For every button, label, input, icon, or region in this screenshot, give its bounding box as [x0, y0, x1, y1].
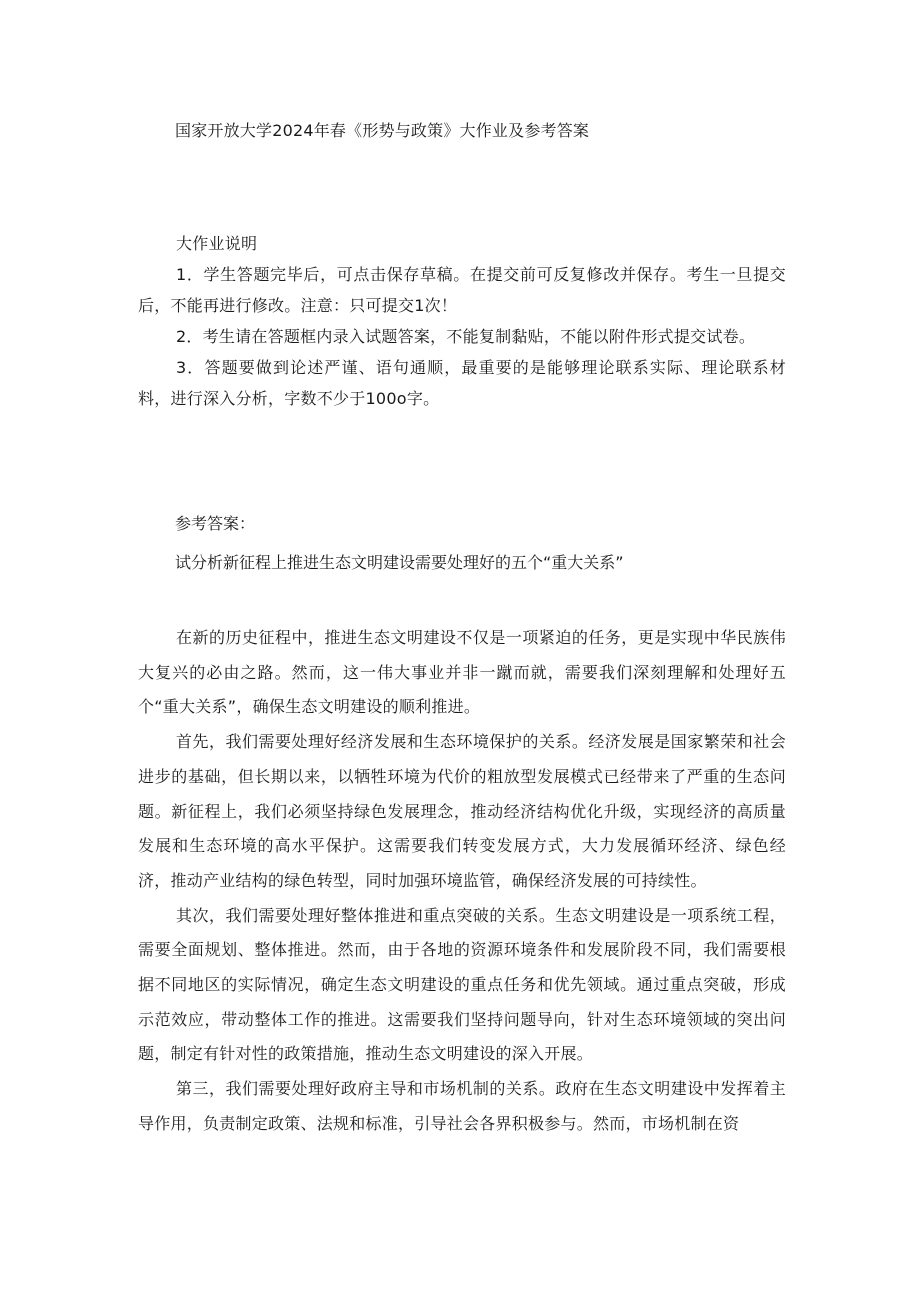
instructions-section [138, 228, 786, 414]
instruction-item-2: 2．考生请在答题框内录入试题答案，不能复制黏贴，不能以附件形式提交试卷。 [176, 327, 756, 346]
answer-paragraph: 第三，我们需要处理好政府主导和市场机制的关系。政府在生态文明建设中发挥着主导作用，负责制定政策、法规和标准，引导社会各界积极参与。然而，市场机制在资 [138, 1079, 786, 1133]
answer-label: 参考答案： [175, 514, 256, 533]
document-title: 国家开放大学2024年春《形势与政策》大作业及参考答案 [175, 121, 590, 140]
answer-paragraph: 在新的历史征程中，推进生态文明建设不仅是一项紧迫的任务，更是实现中华民族伟大复兴的必由之路。然而，这一伟大事业并非一蹴而就，需要我们深刻理解和处理好五个“重大关系”，确保生态文明建设的顺利推进。 [138, 628, 786, 717]
instruction-item-1: 1．学生答题完毕后，可点击保存草稿。在提交前可反复修改并保存。考生一旦提交后，不能再进行修改。注意：只可提交1次！ [138, 265, 786, 315]
instructions-heading: 大作业说明 [176, 234, 258, 253]
instruction-item-3: 3．答题要做到论述严谨、语句通顺，最重要的是能够理论联系实际、理论联系材料，进行深入分析，字数不少于100o字。 [138, 358, 786, 408]
question-text: 试分析新征程上推进生态文明建设需要处理好的五个“重大关系” [175, 553, 624, 572]
answer-paragraph: 其次，我们需要处理好整体推进和重点突破的关系。生态文明建设是一项系统工程，需要全面规划、整体推进。然而，由于各地的资源环境条件和发展阶段不同，我们需要根据不同地区的实际情况，确定生态文明建设的重点任务和优先领域。通过重点突破，形成示范效应，带动整体工作的推进。这需要我们坚持问题导向，针对生态环境领域的突出问题，制定有针对性的政策措施，推动生态文明建设的深入开展。 [138, 905, 786, 1064]
answer-paragraph: 首先，我们需要处理好经济发展和生态环境保护的关系。经济发展是国家繁荣和社会进步的基础，但长期以来，以牺牲环境为代价的粗放型发展模式已经带来了严重的生态问题。新征程上，我们必须坚持绿色发展理念，推动经济结构优化升级，实现经济的高质量发展和生态环境的高水平保护。这需要我们转变发展方式，大力发展循环经济、绿色经济，推动产业结构的绿色转型，同时加强环境监管，确保经济发展的可持续性。 [138, 732, 786, 890]
answer-body [138, 621, 786, 1142]
